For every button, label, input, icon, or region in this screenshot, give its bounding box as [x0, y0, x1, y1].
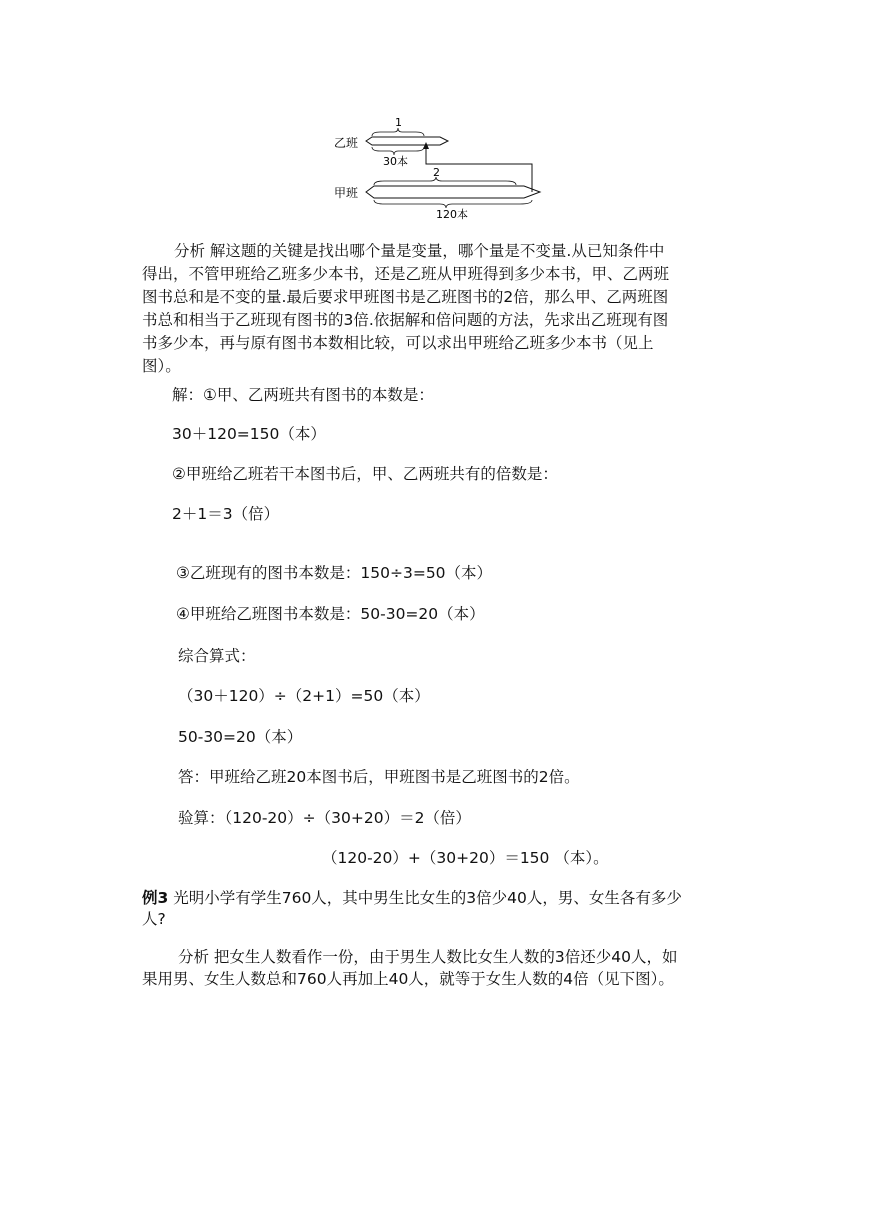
example3-label: 例3	[142, 889, 169, 907]
answer-line: 答：甲班给乙班20本图书后，甲班图书是乙班图书的2倍。	[178, 768, 580, 786]
solution-step-1-calc: 30＋120=150（本）	[172, 425, 326, 443]
example3-line-2: 人?	[142, 910, 166, 928]
yi-label: 乙班	[334, 136, 359, 150]
combined-formula-1: （30＋120）÷（2+1）=50（本）	[178, 687, 430, 705]
analysis2-line-1: 分析 把女生人数看作一份，由于男生人数比女生人数的3倍还少40人，如	[178, 948, 678, 966]
jia-amount: 120本	[436, 208, 468, 221]
analysis1-line-3: 图书总和是不变的量.最后要求甲班图书是乙班图书的2倍，那么甲、乙两班图	[142, 288, 669, 306]
solution-step-2: ②甲班给乙班若干本图书后，甲、乙两班共有的倍数是：	[172, 465, 558, 483]
solution-step-2-calc: 2＋1＝3（倍）	[172, 505, 280, 523]
analysis1-line-2: 得出，不管甲班给乙班多少本书，还是乙班从甲班得到多少本书，甲、乙两班	[142, 265, 670, 283]
jia-top-mark: 2	[433, 166, 440, 179]
jia-top-brace	[374, 177, 516, 185]
transfer-arrow	[426, 146, 532, 192]
combined-formula-2: 50-30=20（本）	[178, 728, 303, 746]
analysis2-line-2: 果用男、女生人数总和760人再加上40人，就等于女生人数的4倍（见下图）。	[142, 970, 674, 988]
jia-bottom-brace	[374, 200, 532, 208]
yi-top-mark: 1	[395, 116, 402, 129]
line-segment-diagram	[320, 112, 560, 222]
example3-line-1	[142, 887, 682, 909]
solution-step-3: ③乙班现有的图书本数是：150÷3=50（本）	[176, 564, 493, 582]
solution-step-4: ④甲班给乙班图书本数是：50-30=20（本）	[176, 605, 485, 623]
yi-top-brace	[372, 128, 424, 136]
analysis1-line-6: 图）。	[142, 357, 181, 375]
yi-bottom-brace	[372, 147, 424, 155]
jia-bar	[366, 186, 540, 198]
yi-bar	[366, 137, 448, 145]
yi-amount: 30本	[383, 155, 408, 168]
example3-text: 光明小学有学生760人，其中男生比女生的3倍少40人，男、女生各有多少	[168, 889, 682, 907]
analysis1-line-4: 书总和相当于乙班现有图书的3倍.依据解和倍问题的方法，先求出乙班现有图	[142, 311, 669, 329]
analysis1-line-5: 书多少本，再与原有图书本数相比较，可以求出甲班给乙班多少本书（见上	[142, 334, 654, 352]
combined-label: 综合算式：	[178, 647, 256, 665]
check-line-1: 验算：（120-20）÷（30+20）＝2（倍）	[178, 809, 471, 827]
jia-label: 甲班	[334, 186, 359, 200]
check-line-2: （120-20）+（30+20）＝150 （本）。	[322, 849, 609, 867]
analysis1-line-1: 分析 解这题的关键是找出哪个量是变量，哪个量是不变量.从已知条件中	[174, 242, 665, 260]
solution-step-1: 解：①甲、乙两班共有图书的本数是：	[172, 386, 434, 404]
